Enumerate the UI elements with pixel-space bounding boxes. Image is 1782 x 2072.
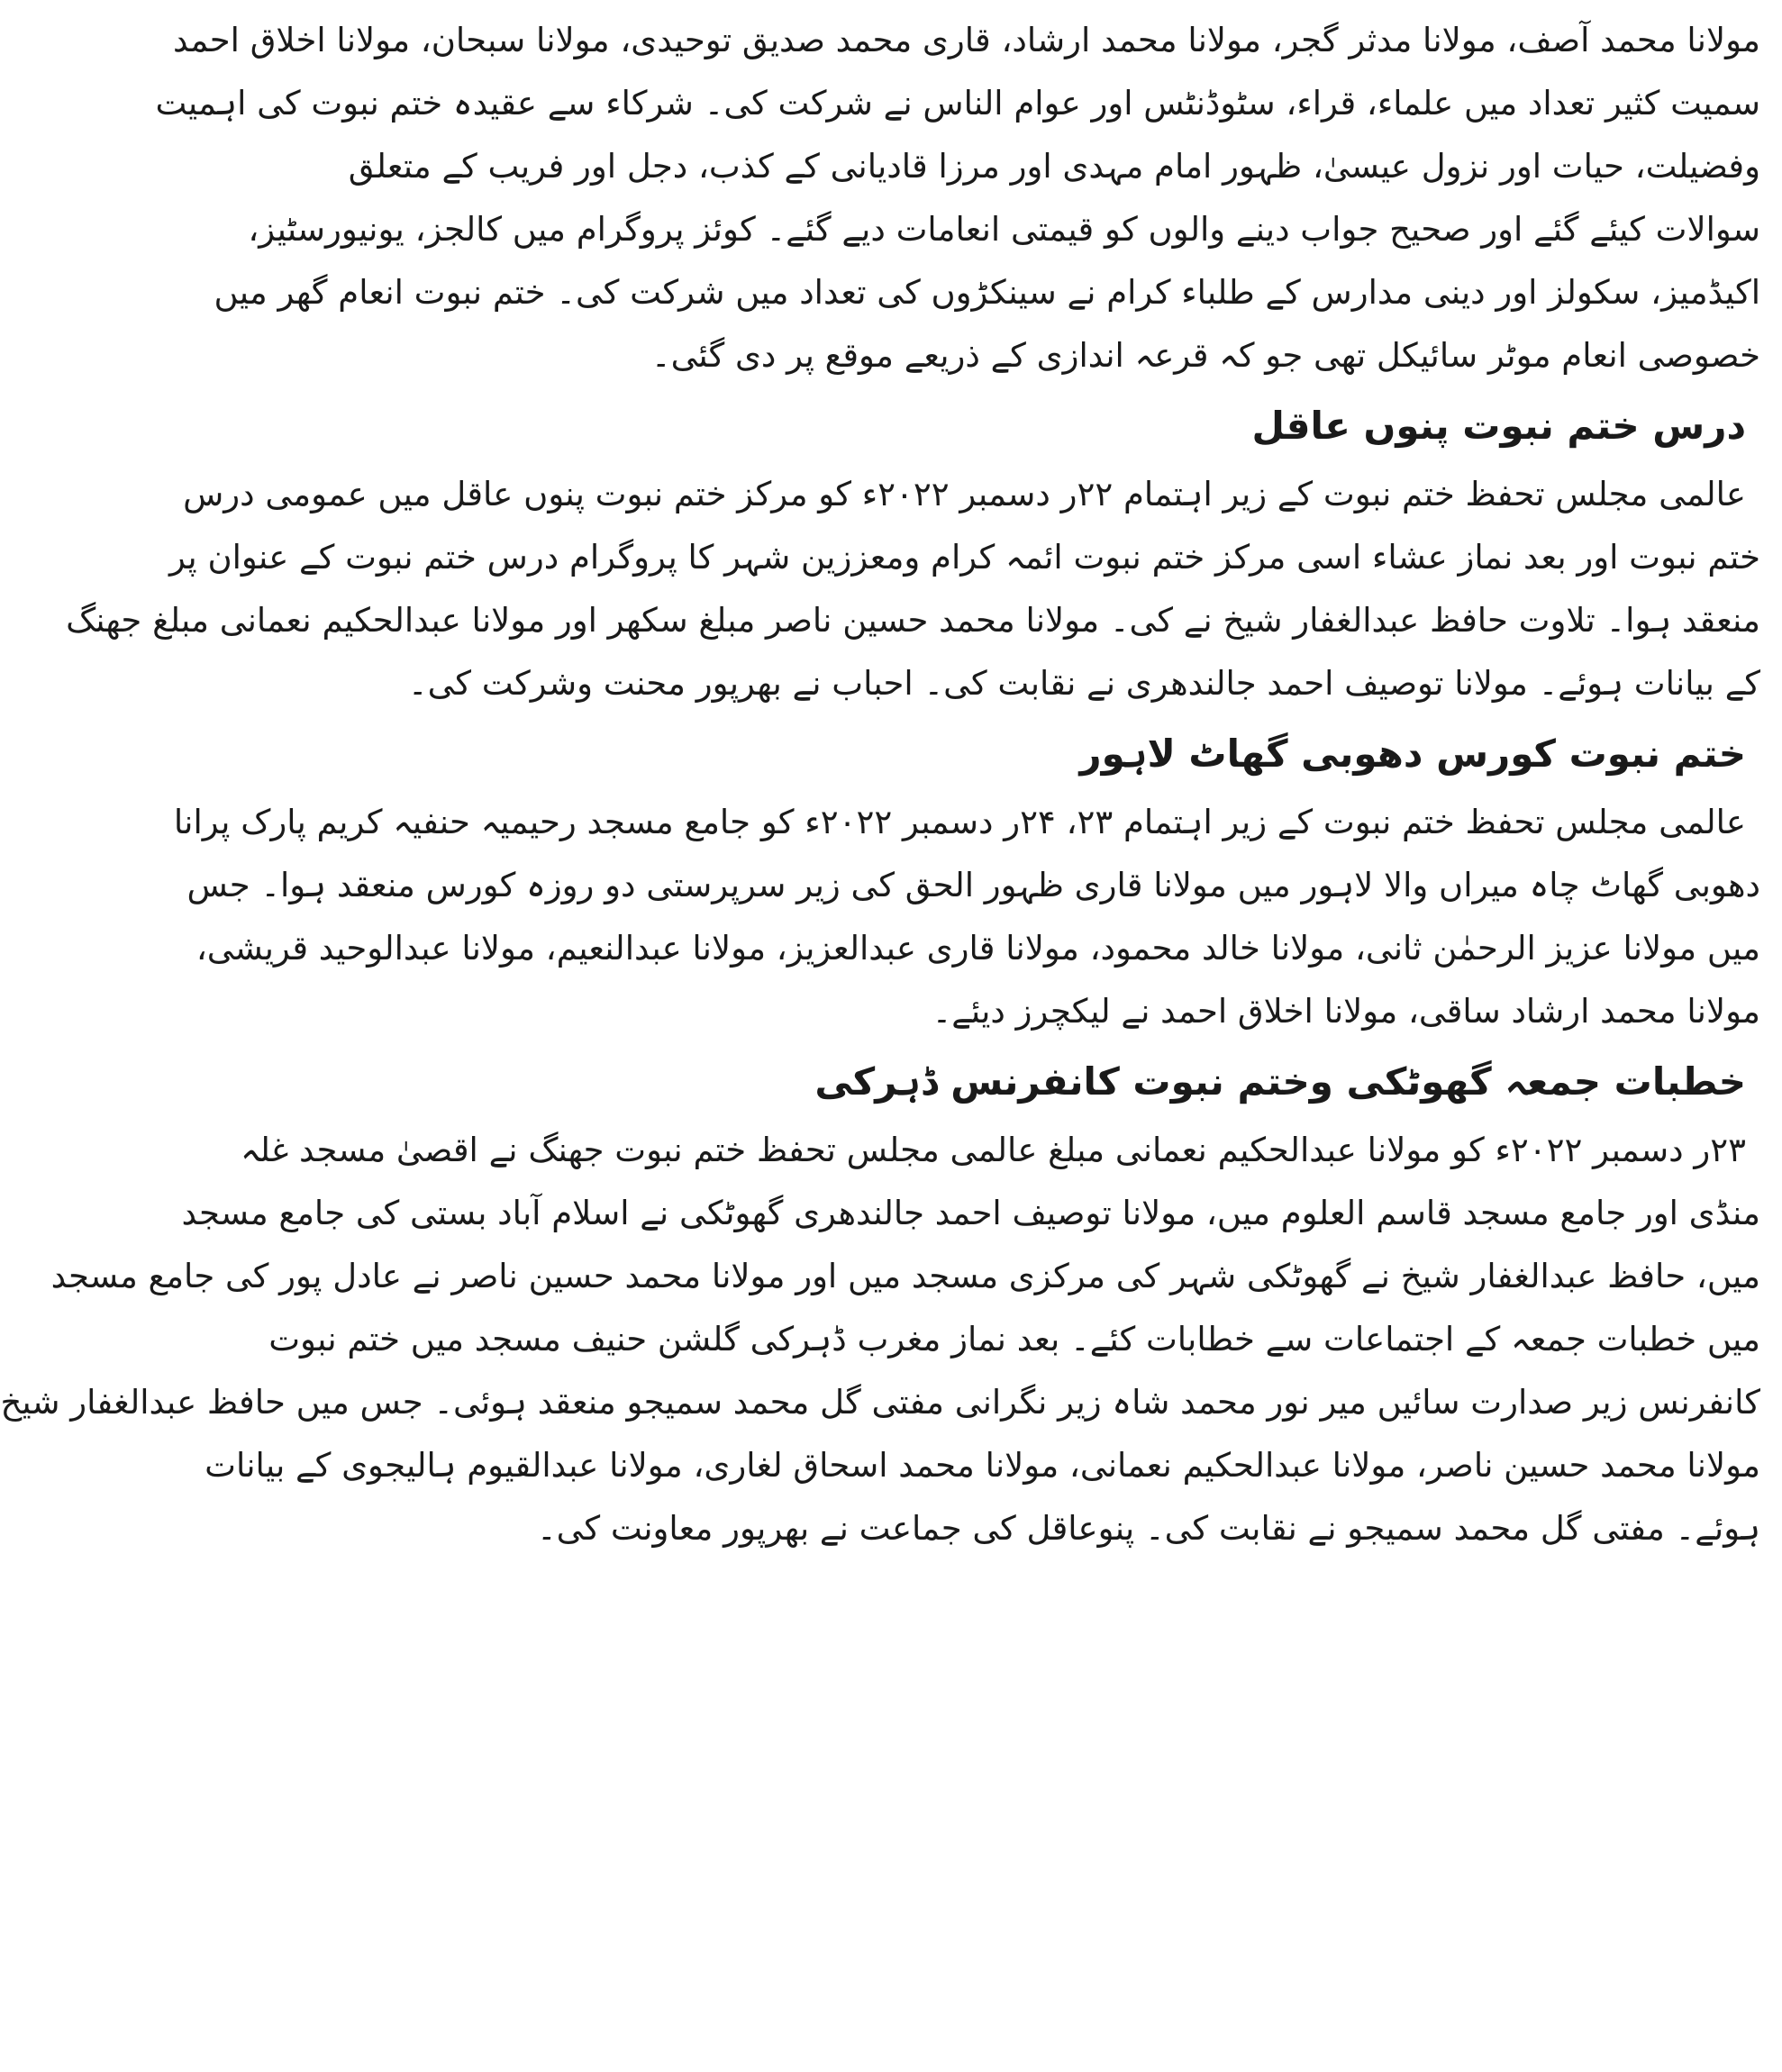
article-page [0, 9, 1760, 2054]
paragraph-line: مولانا محمد ارشاد ساقی، مولانا اخلاق احمد نے لیکچرز دیئے۔ [932, 992, 1760, 1031]
paragraph-line: خصوصی انعام موٹر سائیکل تھی جو کہ قرعہ اندازی کے ذریعے موقع پر دی گئی۔ [650, 336, 1760, 375]
paragraph-line: عالمی مجلس تحفظ ختم نبوت کے زیر اہتمام ۲۲ر دسمبر ۲۰۲۲ء کو مرکز ختم نبوت پنوں عاقل میں عمومی درس [183, 475, 1746, 513]
paragraph-line: اکیڈمیز، سکولز اور دینی مدارس کے طلباء کرام نے سینکڑوں کی تعداد میں شرکت کی۔ ختم نبوت انعام گھر میں [214, 273, 1760, 312]
paragraph-line: میں، حافظ عبدالغفار شیخ نے گھوٹکی شہر کی مرکزی مسجد میں اور مولانا محمد حسین ناصر نے عادل پور کی جامع مسجد [50, 1257, 1760, 1295]
paragraph-line: عالمی مجلس تحفظ ختم نبوت کے زیر اہتمام ۲۳، ۲۴ر دسمبر ۲۰۲۲ء کو جامع مسجد رحیمیہ حنفیہ کریم پارک پرانا [173, 803, 1746, 841]
paragraph-line: منڈی اور جامع مسجد قاسم العلوم میں، مولانا توصیف احمد جالندھری گھوٹکی نے اسلام آباد بستی کی جامع مسجد [181, 1194, 1760, 1232]
section-heading: خطبات جمعہ گھوٹکی وختم نبوت کانفرنس ڈہرکی [814, 1059, 1746, 1104]
paragraph-line: ہوئے۔ مفتی گل محمد سمیجو نے نقابت کی۔ پنوعاقل کی جماعت نے بھرپور معاونت کی۔ [536, 1509, 1760, 1548]
dars-section [66, 396, 1760, 715]
paragraph-line: کے بیانات ہوئے۔ مولانا توصیف احمد جالندھری نے نقابت کی۔ احباب نے بھرپور محنت وشرکت کی۔ [407, 664, 1760, 703]
paragraph-line: سمیت کثیر تعداد میں علماء، قراء، سٹوڈنٹس اور عوام الناس نے شرکت کی۔ شرکاء سے عقیدہ ختم نبوت کی اہمیت [155, 84, 1760, 123]
paragraph-line: میں مولانا عزیز الرحمٰن ثانی، مولانا خالد محمود، مولانا قاری عبدالعزیز، مولانا عبدالنعیم، مولانا عبدالوحید قریشی، [195, 929, 1760, 968]
paragraph-line: کانفرنس زیر صدارت سائیں میر نور محمد شاہ زیر نگرانی مفتی گل محمد سمیجو منعقد ہوئی۔ جس میں حافظ عبدالغفار شیخ [0, 1383, 1760, 1422]
paragraph-line: میں خطبات جمعہ کے اجتماعات سے خطابات کئے۔ بعد نماز مغرب ڈہرکی گلشن حنیف مسجد میں ختم نبوت [268, 1320, 1760, 1359]
intro-paragraph [155, 9, 1760, 387]
paragraph-line: ختم نبوت اور بعد نماز عشاء اسی مرکز ختم نبوت ائمہ کرام ومعززین شہر کا پروگرام درس ختم نبوت کے عنوان پر [168, 538, 1760, 577]
paragraph-line: ۲۳ر دسمبر ۲۰۲۲ء کو مولانا عبدالحکیم نعمانی مبلغ عالمی مجلس تحفظ ختم نبوت جھنگ نے اقصیٰ مسجد غلہ [241, 1131, 1746, 1169]
paragraph-line: دھوبی گھاٹ چاہ میراں والا لاہور میں مولانا قاری ظہور الحق کی زیر سرپرستی دو روزہ کورس منعقد ہوا۔ جس [186, 866, 1760, 904]
paragraph-line: سوالات کیئے گئے اور صحیح جواب دینے والوں کو قیمتی انعامات دیے گئے۔ کوئز پروگرام میں کالجز، یونیورسٹیز، [248, 210, 1760, 249]
section-heading: درس ختم نبوت پنوں عاقل [1251, 404, 1746, 448]
paragraph-line: منعقد ہوا۔ تلاوت حافظ عبدالغفار شیخ نے کی۔ مولانا محمد حسین ناصر مبلغ سکھر اور مولانا عبدالحکیم نعمانی مبلغ جھنگ [66, 601, 1760, 640]
paragraph-line: مولانا محمد حسین ناصر، مولانا عبدالحکیم نعمانی، مولانا محمد اسحاق لغاری، مولانا عبدالقیوم ہالیجوی کے بیانات [205, 1446, 1760, 1485]
section-heading: ختم نبوت کورس دھوبی گھاٹ لاہور [1079, 732, 1746, 776]
paragraph-line: مولانا محمد آصف، مولانا مدثر گجر، مولانا محمد ارشاد، قاری محمد صدیق توحیدی، مولانا سبحان، مولانا اخلاق احمد [173, 21, 1760, 59]
khutbat-section [0, 1052, 1760, 1560]
course-section [173, 724, 1760, 1043]
paragraph-line: وفضیلت، حیات اور نزول عیسیٰ، ظہور امام مہدی اور مرزا قادیانی کے کذب، دجل اور فریب کے متعلق [348, 147, 1760, 186]
